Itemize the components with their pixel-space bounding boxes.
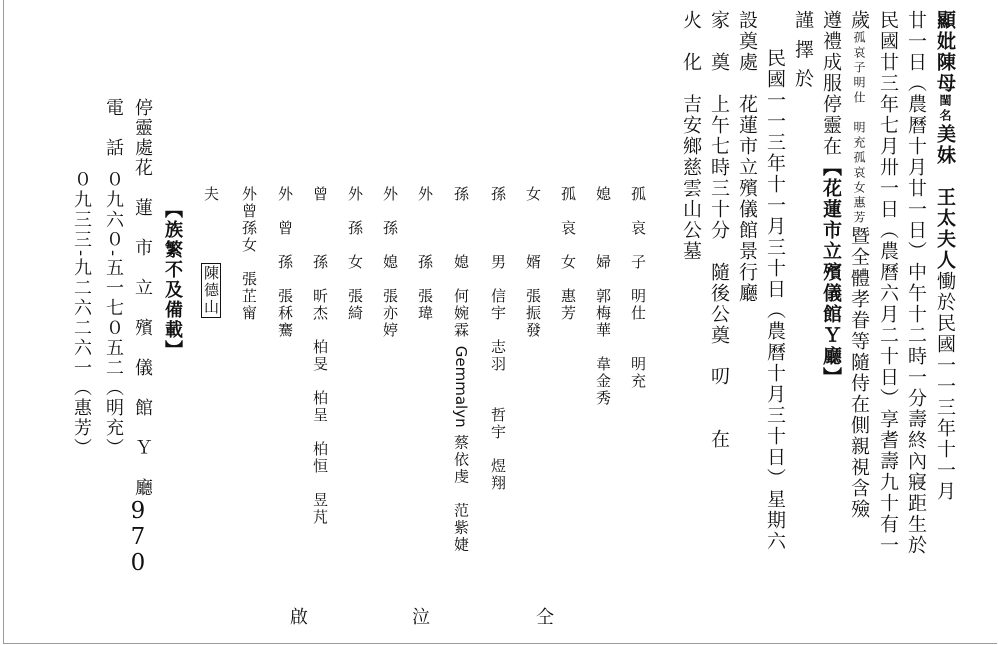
- family-member: 柏旻: [311, 339, 329, 373]
- family-relation: 孤 哀 子: [629, 186, 647, 271]
- family-member: 明充: [629, 356, 647, 390]
- family-member: 范紫婕: [452, 502, 470, 554]
- family-row-maternal-granddaughter: [347, 186, 362, 322]
- wake-venue: 花 蓮 市 立 殯 儀 館 Ｙ 廳: [132, 158, 153, 498]
- family-row-grandsons-wives: [453, 186, 468, 553]
- family-row-grandsons: [490, 186, 505, 492]
- family-member: Gemmalyn: [452, 345, 470, 428]
- mourning-text: 遵禮成服停靈在: [820, 10, 842, 157]
- family-rite-time: 上午七時三十分: [708, 94, 730, 241]
- announcement-col-4: [849, 10, 868, 520]
- family-member: 蔡依虔: [452, 434, 470, 486]
- family-member: 煜翔: [489, 458, 507, 492]
- family-member: 信宇: [489, 288, 507, 322]
- family-relation: 曾 孫: [311, 186, 329, 271]
- wake-place: 【花蓮市立殯儀館Ｙ廳】: [820, 157, 842, 388]
- family-relation: 女 婿: [524, 186, 542, 271]
- family-relation: 外 孫: [416, 186, 434, 271]
- family-row-maternal-great-grandson: [277, 186, 292, 339]
- family-member: 韋金秀: [594, 356, 612, 407]
- family-member: 昕杰: [311, 288, 329, 322]
- deceased-given-name: 美妹: [934, 124, 956, 166]
- family-rite-label: 家 奠: [708, 10, 730, 73]
- memorial-hall: 花蓮市立殯儀館景行廳: [736, 94, 758, 304]
- on-behalf-text: 叨 在: [708, 366, 730, 450]
- husband-row: [203, 186, 218, 318]
- family-member: 張秝騫: [276, 288, 294, 339]
- family-row-maternal-grandson-wife: [382, 186, 397, 339]
- family-member: 柏恒: [311, 441, 329, 475]
- husband-name: 陳德山: [202, 265, 220, 316]
- closing-word-3: 啟: [290, 607, 308, 628]
- family-relation: 外 曾 孫: [276, 186, 294, 271]
- announcement-col-7: 民國一一三年十一月三十日（農曆十月三十日）星期六: [764, 48, 786, 552]
- announcement-col-1: [935, 10, 954, 502]
- family-row-children: [630, 186, 645, 390]
- family-member: 明仕: [629, 288, 647, 322]
- family-row-maternal-grandson: [417, 186, 432, 322]
- family-row-daughters-in-law: [595, 186, 610, 407]
- family-member: 志羽: [489, 339, 507, 373]
- husband-relation: 夫: [202, 186, 220, 203]
- phone-number-1: ０九六０-五一七０五二（明充）: [103, 170, 124, 459]
- family-member: 昱芃: [311, 492, 329, 526]
- family-member: 惠芳: [559, 288, 577, 322]
- memorial-label: 設奠處: [736, 10, 758, 73]
- closing-word-2: 泣: [412, 607, 430, 628]
- deceased-title: 顯妣陳母: [934, 10, 956, 94]
- announcement-col-9: [709, 10, 728, 450]
- family-member: 張芷甯: [240, 271, 258, 322]
- announcement-col-2: 廿一日（農曆十月廿一日）中午十二時一分壽終內寢距生於: [905, 10, 927, 556]
- postal-code-column: 970: [125, 498, 151, 576]
- phone-label-column: 電 話: [103, 98, 124, 158]
- chief-mourners: 孤哀子明仕 明充孤哀女惠芳: [852, 31, 866, 226]
- family-relation: 孫 男: [489, 186, 507, 271]
- family-member: 柏呈: [311, 390, 329, 424]
- phone-number-2: ０九三三-九二六二六一（惠芳）: [71, 170, 92, 459]
- family-relation: 孤 哀 女: [559, 186, 577, 271]
- announcement-col-10: [681, 10, 700, 262]
- family-row-maternal-great-granddaughter: [241, 186, 256, 322]
- family-relation: 外 孫 女: [346, 186, 364, 271]
- family-member: 郭梅華: [594, 288, 612, 339]
- announcement-col-6: 謹 擇 於: [792, 10, 814, 90]
- family-row-great-grandsons: [312, 186, 327, 526]
- death-notice-text: 慟於民國一一三年十一月: [934, 271, 956, 502]
- family-relation: 媳 婦: [594, 186, 612, 271]
- family-relation: 外曾孫女: [240, 186, 258, 254]
- announcement-col-3: 民國廿三年七月卅一日（農曆六月二十日）享耆壽九十有一: [877, 10, 899, 556]
- family-member: 張瑋: [416, 288, 434, 322]
- cremation-label: 火 化: [680, 10, 702, 73]
- phone-2-column: [72, 170, 90, 458]
- phone-1-column: [104, 170, 122, 458]
- family-member: 張綺: [346, 288, 364, 322]
- deceased-honorific: 王太夫人: [934, 187, 956, 271]
- family-member: 張振發: [524, 288, 542, 339]
- wake-venue-column: [133, 98, 151, 498]
- cemetery: 吉安鄉慈雲山公墓: [680, 94, 702, 262]
- maiden-name-label: 閨名: [938, 94, 952, 124]
- family-row-daughter: [560, 186, 575, 322]
- family-member: 張亦婷: [381, 288, 399, 339]
- family-row-son-in-law: [525, 186, 540, 339]
- closing-word-1: 仝: [536, 607, 554, 628]
- wake-venue-label: 停靈處: [132, 98, 153, 158]
- attendance-text: 暨全體孝眷等隨侍在側親視含殮: [848, 226, 870, 520]
- announcement-col-8: [737, 10, 756, 304]
- age-unit: 歲: [848, 10, 870, 31]
- family-member: 哲宇: [489, 407, 507, 441]
- family-relation: 外 孫 媳: [381, 186, 399, 271]
- announcement-col-5: [821, 10, 840, 388]
- public-rite-text: 隨後公奠: [708, 262, 730, 346]
- notice-incomplete-list: 【族繁不及備載】: [162, 200, 183, 360]
- family-member: 何婉霖: [452, 288, 470, 339]
- family-relation: 孫 媳: [452, 186, 470, 271]
